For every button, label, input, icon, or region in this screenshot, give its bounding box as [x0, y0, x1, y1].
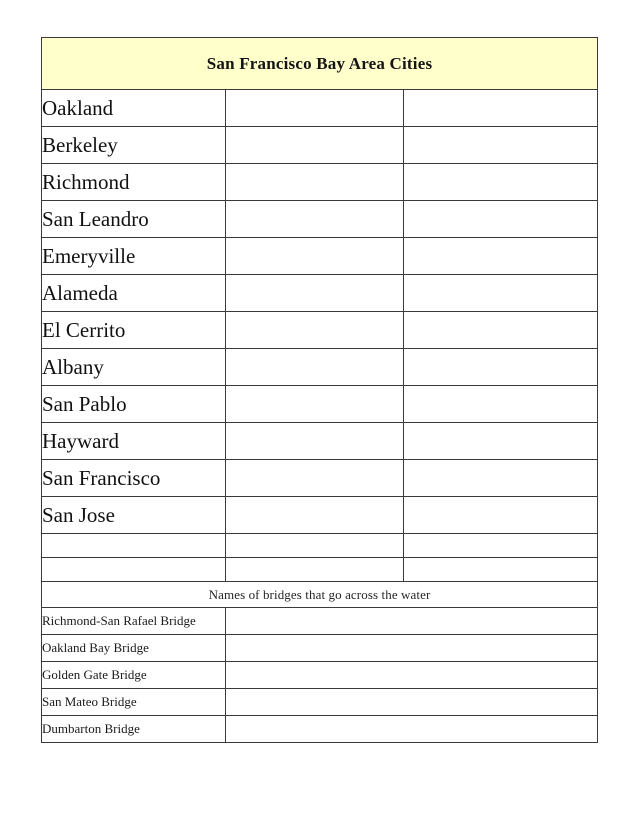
bridge-name-cell: Dumbarton Bridge — [42, 716, 226, 743]
bridges-section-header-row — [42, 582, 598, 608]
table-row — [42, 423, 598, 460]
empty-answer-cell-2[interactable] — [404, 534, 598, 558]
table-row — [42, 90, 598, 127]
table-row — [42, 164, 598, 201]
city-name-cell: San Leandro — [42, 201, 226, 238]
bridge-name-cell: Golden Gate Bridge — [42, 662, 226, 689]
empty-table-row — [42, 558, 598, 582]
city-answer-cell-1[interactable] — [226, 238, 404, 275]
city-name-cell: El Cerrito — [42, 312, 226, 349]
city-answer-cell-1[interactable] — [226, 386, 404, 423]
city-answer-cell-2[interactable] — [404, 497, 598, 534]
table-row — [42, 716, 598, 743]
table-row — [42, 312, 598, 349]
table-row — [42, 386, 598, 423]
city-answer-cell-2[interactable] — [404, 423, 598, 460]
city-answer-cell-1[interactable] — [226, 312, 404, 349]
page-title: San Francisco Bay Area Cities — [42, 38, 598, 90]
empty-name-cell[interactable] — [42, 558, 226, 582]
table-row — [42, 460, 598, 497]
bridge-answer-cell[interactable] — [226, 716, 598, 743]
city-name-cell: Hayward — [42, 423, 226, 460]
city-answer-cell-2[interactable] — [404, 90, 598, 127]
city-answer-cell-1[interactable] — [226, 201, 404, 238]
table-row — [42, 201, 598, 238]
bridges-section-heading: Names of bridges that go across the water — [42, 582, 598, 608]
city-answer-cell-2[interactable] — [404, 164, 598, 201]
city-name-cell: Oakland — [42, 90, 226, 127]
empty-table-row — [42, 534, 598, 558]
empty-answer-cell-2[interactable] — [404, 558, 598, 582]
city-answer-cell-1[interactable] — [226, 497, 404, 534]
city-name-cell: Alameda — [42, 275, 226, 312]
table-row — [42, 275, 598, 312]
bridge-answer-cell[interactable] — [226, 689, 598, 716]
city-answer-cell-2[interactable] — [404, 386, 598, 423]
table-row — [42, 635, 598, 662]
empty-answer-cell-1[interactable] — [226, 534, 404, 558]
bridge-name-cell: Oakland Bay Bridge — [42, 635, 226, 662]
city-answer-cell-1[interactable] — [226, 164, 404, 201]
bay-area-cities-table — [41, 37, 598, 743]
table-row — [42, 349, 598, 386]
city-name-cell: San Jose — [42, 497, 226, 534]
empty-name-cell[interactable] — [42, 534, 226, 558]
table-row — [42, 662, 598, 689]
bridge-answer-cell[interactable] — [226, 662, 598, 689]
city-name-cell: Emeryville — [42, 238, 226, 275]
city-answer-cell-1[interactable] — [226, 90, 404, 127]
city-answer-cell-2[interactable] — [404, 312, 598, 349]
city-name-cell: San Pablo — [42, 386, 226, 423]
bridge-answer-cell[interactable] — [226, 608, 598, 635]
city-answer-cell-2[interactable] — [404, 275, 598, 312]
city-answer-cell-1[interactable] — [226, 127, 404, 164]
city-answer-cell-1[interactable] — [226, 275, 404, 312]
city-answer-cell-1[interactable] — [226, 349, 404, 386]
city-name-cell: Albany — [42, 349, 226, 386]
city-name-cell: Berkeley — [42, 127, 226, 164]
city-answer-cell-1[interactable] — [226, 423, 404, 460]
city-answer-cell-1[interactable] — [226, 460, 404, 497]
table-body — [42, 38, 598, 743]
city-answer-cell-2[interactable] — [404, 127, 598, 164]
table-row — [42, 689, 598, 716]
city-answer-cell-2[interactable] — [404, 460, 598, 497]
empty-answer-cell-1[interactable] — [226, 558, 404, 582]
table-title-row — [42, 38, 598, 90]
city-answer-cell-2[interactable] — [404, 201, 598, 238]
table-row — [42, 127, 598, 164]
city-name-cell: Richmond — [42, 164, 226, 201]
city-name-cell: San Francisco — [42, 460, 226, 497]
bridge-answer-cell[interactable] — [226, 635, 598, 662]
table-row — [42, 238, 598, 275]
bridge-name-cell: Richmond-San Rafael Bridge — [42, 608, 226, 635]
bridge-name-cell: San Mateo Bridge — [42, 689, 226, 716]
city-answer-cell-2[interactable] — [404, 349, 598, 386]
table-row — [42, 608, 598, 635]
table-row — [42, 497, 598, 534]
city-answer-cell-2[interactable] — [404, 238, 598, 275]
